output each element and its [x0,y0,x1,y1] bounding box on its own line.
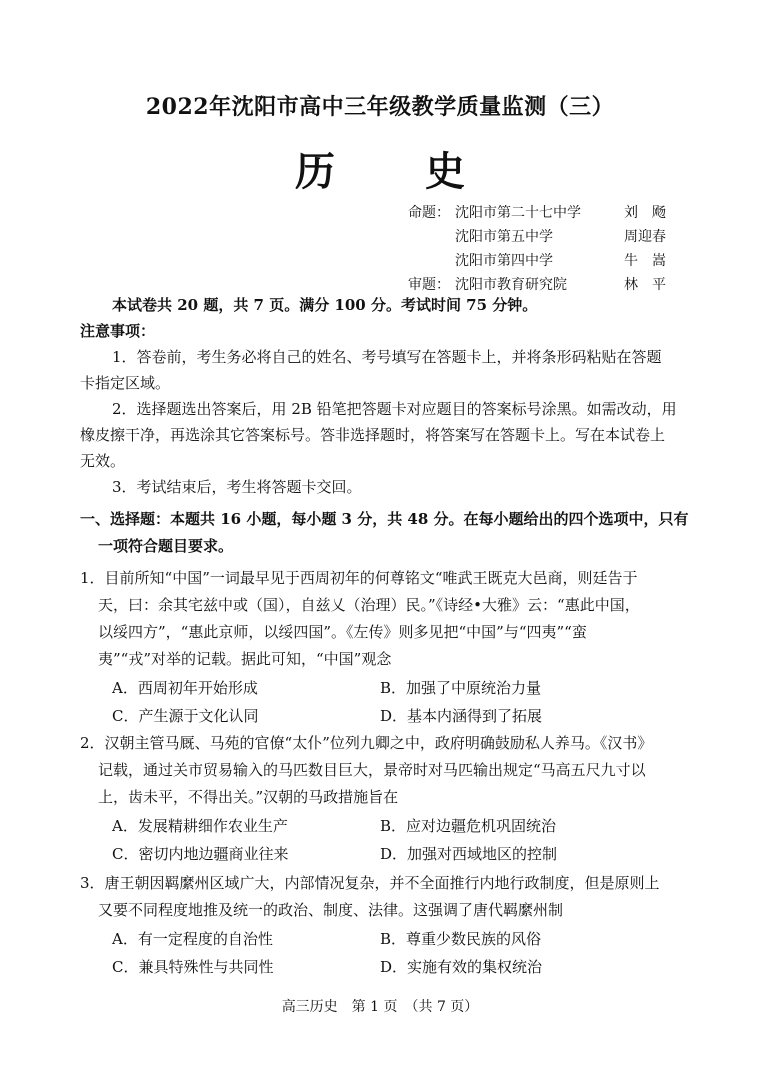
option-a: A．有一定程度的自治性 [112,930,273,948]
credit-org: 沈阳市第五中学 [455,229,553,245]
subject-title: 历 史 [295,148,503,195]
question-stem-line: 上，齿未平，不得出关。”汉朝的马政措施旨在 [98,788,399,806]
credit-row [408,226,668,246]
option-b: B．加强了中原统治力量 [380,679,542,697]
option-d: D．基本内涵得到了拓展 [380,707,543,725]
question-stem-line: 1．目前所知“中国”一词最早见于西周初年的何尊铭文“唯武王既克大邑商，则廷告于 [80,569,638,587]
option-a: A．西周初年开始形成 [112,679,258,697]
question-stem-line: 天，曰：余其宅兹中或（国），自兹乂（治理）民。”《诗经•大雅》云：“惠此中国， [98,596,640,614]
credit-org: 沈阳市教育研究院 [455,277,567,293]
exam-title: 2022年沈阳市高中三年级教学质量监测（三） [145,94,615,120]
option-d: D．实施有效的集权统治 [380,958,543,976]
option-a: A．发展精耕细作农业生产 [112,817,288,835]
notice-line: 1．答卷前，考生务必将自己的姓名、考号填写在答题卡上，并将条形码粘贴在答题 [112,348,662,366]
exam-intro: 本试卷共 20 题，共 7 页。满分 100 分。考试时间 75 分钟。 [112,296,538,314]
credit-row [408,274,668,294]
notice-line: 2．选择题选出答案后，用 2B 铅笔把答题卡对应题目的答案标号涂黑。如需改动，用 [112,400,677,418]
option-c: C．兼具特殊性与共同性 [112,958,274,976]
credit-row [408,202,668,222]
question-stem-line: 又要不同程度地推及统一的政治、制度、法律。这强调了唐代羁縻州制 [98,901,564,919]
question-stem-line: 记载，通过关市贸易输入的马匹数目巨大，景帝时对马匹输出规定“马高五尺九寸以 [98,761,646,779]
credit-label: 命题： [408,205,450,221]
credit-org: 沈阳市第二十七中学 [455,205,581,221]
notice-line: 3．考试结束后，考生将答题卡交回。 [112,478,362,496]
notice-line: 橡皮擦干净，再选涂其它答案标号。答非选择题时，将答案写在答题卡上。写在本试卷上 [80,426,666,444]
credit-name: 牛 嵩 [624,253,666,269]
notice-line: 无效。 [80,452,126,470]
credit-row [408,250,668,270]
notice-line: 卡指定区域。 [80,374,171,392]
option-c: C．密切内地边疆商业往来 [112,845,289,863]
credit-name: 刘 飏 [624,205,666,221]
question-stem-line: 3．唐王朝因羁縻州区域广大，内部情况复杂，并不全面推行内地行政制度，但是原则上 [80,874,660,892]
option-d: D．加强对西域地区的控制 [380,845,558,863]
notice-heading: 注意事项： [80,322,156,340]
question-stem-line: 夷”“戎”对举的记载。据此可知，“中国”观念 [98,650,392,668]
section-heading: 一项符合题目要求。 [98,537,234,555]
question-stem-line: 以绥四方”，“惠此京师，以绥四国”。《左传》则多见把“中国”与“四夷”“蛮 [98,623,587,641]
option-b: B．应对边疆危机巩固统治 [380,817,557,835]
section-heading: 一、选择题：本题共 16 小题，每小题 3 分，共 48 分。在每小题给出的四个选项中，只有 [80,510,689,528]
option-c: C．产生源于文化认同 [112,707,259,725]
credit-name: 周迎春 [624,229,666,245]
credit-name: 林 平 [624,277,666,293]
option-b: B．尊重少数民族的风俗 [380,930,542,948]
credit-org: 沈阳市第四中学 [455,253,553,269]
page-footer: 高三历史 第 1 页 （共 7 页） [281,999,479,1015]
question-stem-line: 2．汉朝主管马厩、马苑的官僚“太仆”位列九卿之中，政府明确鼓励私人养马。《汉书》 [80,734,653,752]
credit-label: 审题： [408,277,450,293]
